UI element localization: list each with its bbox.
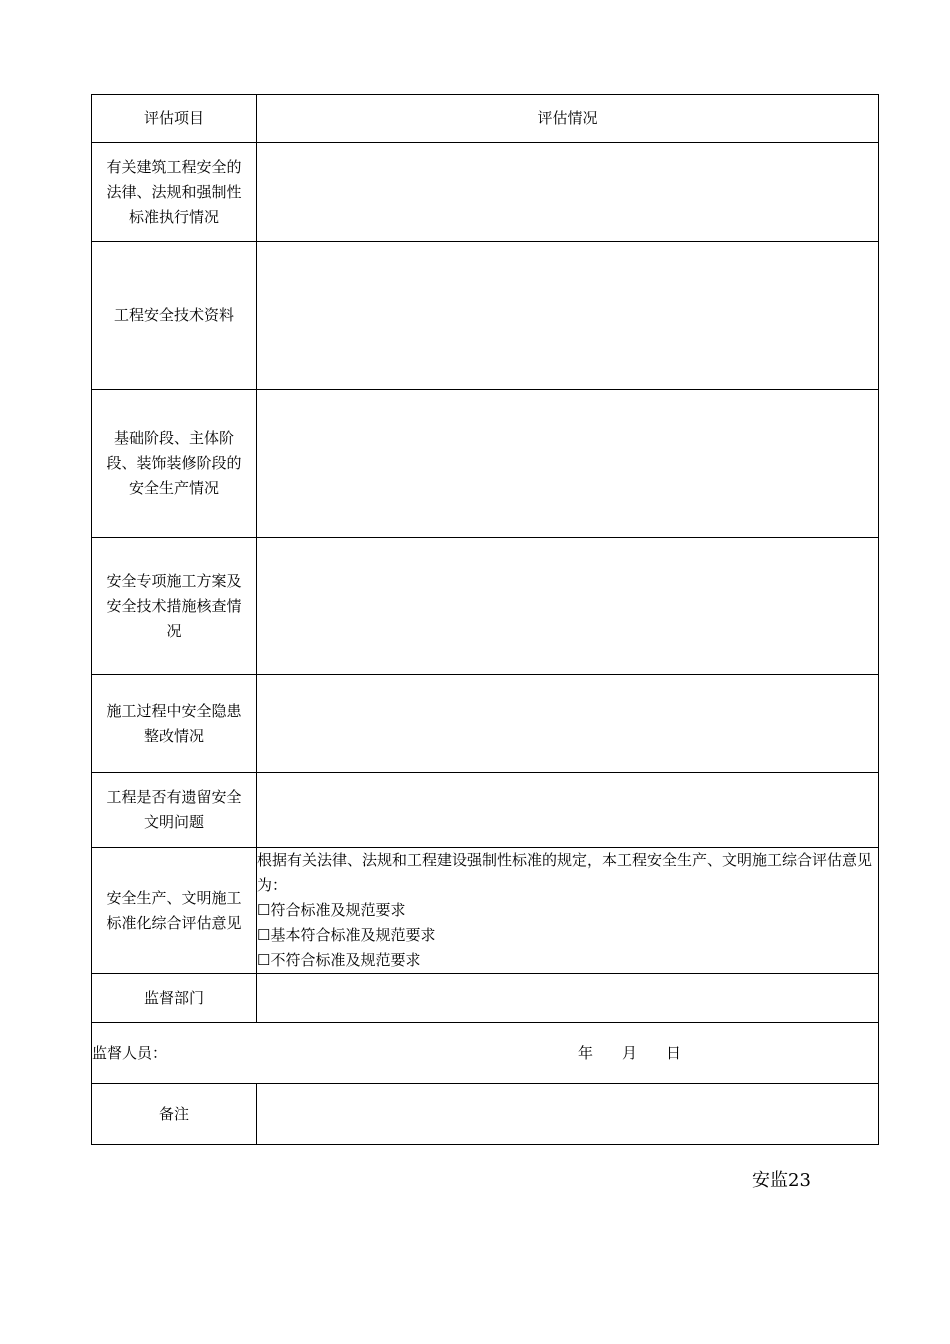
evaluation-form-table	[91, 94, 879, 1145]
option-noncompliant-checkbox[interactable]: ☐不符合标准及规范要求	[257, 951, 421, 969]
opinion-content-cell	[257, 848, 879, 974]
table-row	[92, 538, 879, 675]
department-label-cell	[92, 974, 257, 1023]
supervisor-label: 监督人员：	[92, 1044, 168, 1062]
sign-date	[578, 1023, 681, 1083]
row-label: 工程是否有遗留安全文明问题	[106, 788, 242, 831]
row-label-cell	[92, 773, 257, 848]
row-content-cell[interactable]	[257, 538, 879, 675]
supervisor-row	[92, 1023, 879, 1084]
date-month-label: 月	[622, 1044, 638, 1062]
supervisor-cell[interactable]	[92, 1023, 879, 1084]
table-row	[92, 675, 879, 773]
row-content-cell[interactable]	[257, 773, 879, 848]
header-row	[92, 95, 879, 143]
form-code: 安监23	[752, 1170, 811, 1191]
department-value-cell[interactable]	[257, 974, 879, 1023]
row-label: 基础阶段、主体阶段、装饰装修阶段的安全生产情况	[106, 429, 242, 497]
table-row	[92, 242, 879, 390]
remarks-row	[92, 1084, 879, 1145]
row-label-cell	[92, 390, 257, 538]
row-content-cell[interactable]	[257, 390, 879, 538]
row-content-cell[interactable]	[257, 242, 879, 390]
department-label: 监督部门	[143, 988, 204, 1007]
row-label: 工程安全技术资料	[113, 306, 234, 324]
table-row	[92, 773, 879, 848]
date-day-label: 日	[666, 1044, 682, 1062]
header-status-label: 评估情况	[537, 109, 598, 127]
row-content-cell[interactable]	[257, 675, 879, 773]
opinion-intro-text: 根据有关法律、法规和工程建设强制性标准的规定，本工程安全生产、文明施工综合评估意见为：	[257, 851, 873, 894]
row-label: 安全专项施工方案及安全技术措施核查情况	[106, 571, 242, 640]
row-label-cell	[92, 675, 257, 773]
row-label-cell	[92, 143, 257, 242]
row-label-cell	[92, 538, 257, 675]
table-row	[92, 143, 879, 242]
header-item-label: 评估项目	[143, 109, 204, 127]
opinion-row	[92, 848, 879, 974]
remarks-label-cell	[92, 1084, 257, 1145]
header-status-cell	[257, 95, 879, 143]
remarks-value-cell[interactable]	[257, 1084, 879, 1145]
opinion-label: 安全生产、文明施工标准化综合评估意见	[106, 888, 242, 932]
remarks-label: 备注	[158, 1104, 189, 1123]
table-row	[92, 390, 879, 538]
department-row	[92, 974, 879, 1023]
row-label: 施工过程中安全隐患整改情况	[106, 701, 242, 745]
opinion-label-cell	[92, 848, 257, 974]
row-label: 有关建筑工程安全的法律、法规和强制性标准执行情况	[106, 157, 242, 226]
row-content-cell[interactable]	[257, 143, 879, 242]
option-compliant-checkbox[interactable]: ☐符合标准及规范要求	[257, 901, 406, 919]
option-basically-compliant-checkbox[interactable]: ☐基本符合标准及规范要求	[257, 926, 436, 944]
row-label-cell	[92, 242, 257, 390]
header-item-cell	[92, 95, 257, 143]
date-year-label: 年	[578, 1044, 594, 1062]
